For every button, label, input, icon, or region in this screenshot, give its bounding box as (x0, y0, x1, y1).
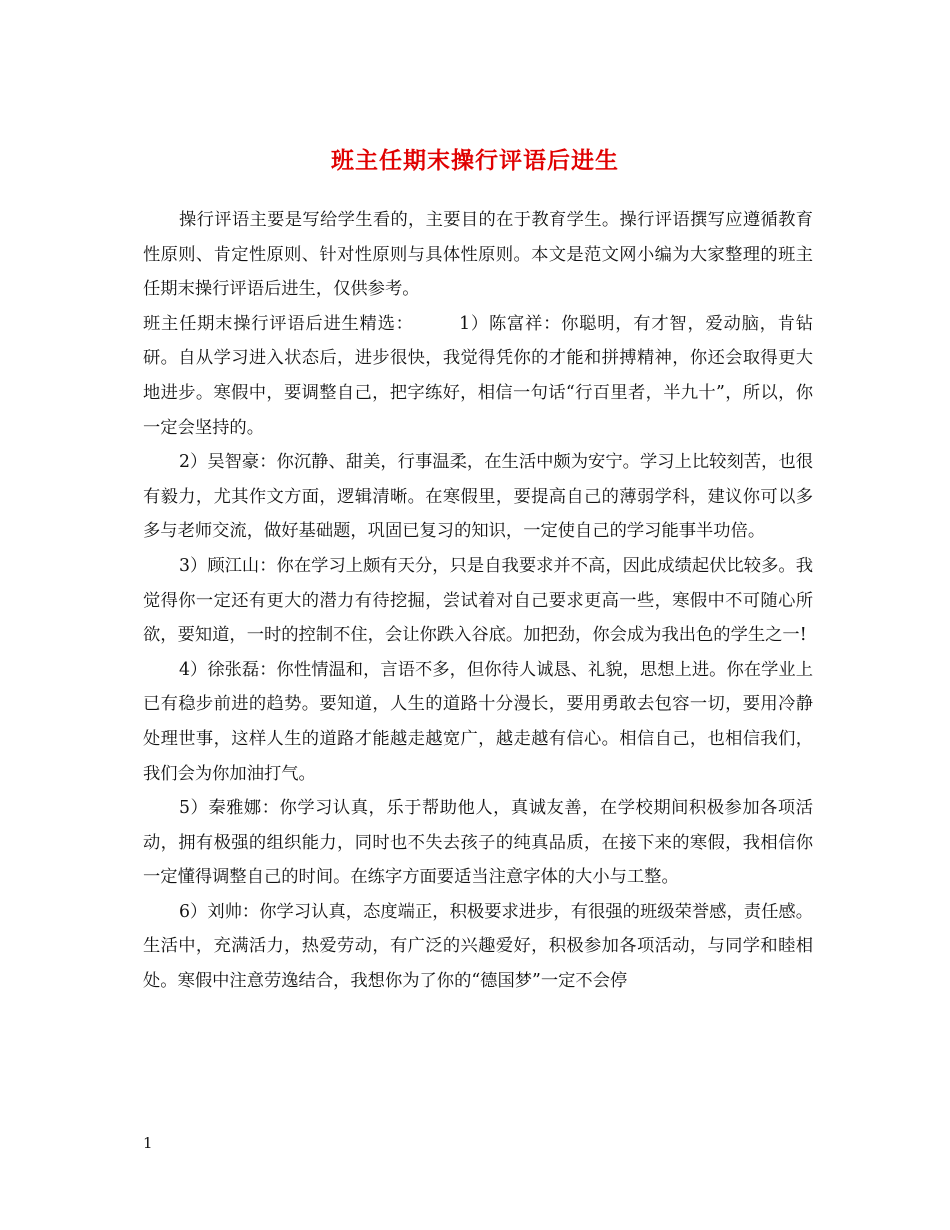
page-number: 1 (143, 1134, 153, 1152)
comment-paragraph-1: 班主任期末操行评语后进生精选： 1）陈富祥：你聪明，有才智，爱动脑，肯钻研。自从学习进入状态后，进步很快，我觉得凭你的才能和拼搏精神，你还会取得更大地进步。寒假中，要调整自己，把字练好，相信一句话“行百里者，半九十”，所以，你一定会坚持的。 (143, 313, 813, 438)
comment-paragraph-3: 3）顾江山：你在学习上颇有天分，只是自我要求并不高，因此成绩起伏比较多。我觉得你一定还有更大的潜力有待挖掘，尝试着对自己要求更高一些，寒假中不可随心所欲，要知道，一时的控制不住，会让你跌入谷底。加把劲，你会成为我出色的学生之一! (143, 555, 813, 646)
comment-paragraph-2: 2）吴智豪：你沉静、甜美，行事温柔，在生活中颇为安宁。学习上比较刻苦，也很有毅力，尤其作文方面，逻辑清晰。在寒假里，要提高自己的薄弱学科，建议你可以多多与老师交流，做好基础题，巩固已复习的知识，一定使自己的学习能事半功倍。 (143, 452, 813, 542)
document-body (143, 203, 813, 999)
comment-paragraph-6: 6）刘帅：你学习认真，态度端正，积极要求进步，有很强的班级荣誉感，责任感。生活中，充满活力，热爱劳动，有广泛的兴趣爱好，积极参加各项活动，与同学和睦相处。寒假中注意劳逸结合，我想你为了你的“德国梦”一定不会停 (143, 901, 813, 992)
comment-paragraph-4: 4）徐张磊：你性情温和，言语不多，但你待人诚恳、礼貌，思想上进。你在学业上已有稳步前进的趋势。要知道，人生的道路十分漫长，要用勇敢去包容一切，要用冷静处理世事，这样人生的道路才能越走越宽广，越走越有信心。相信自己，也相信我们，我们会为你加油打气。 (143, 659, 813, 784)
intro-paragraph: 操行评语主要是写给学生看的，主要目的在于教育学生。操行评语撰写应遵循教育性原则、肯定性原则、针对性原则与具体性原则。本文是范文网小编为大家整理的班主任期末操行评语后进生，仅供参考。 (143, 210, 813, 300)
document-title: 班主任期末操行评语后进生 (331, 147, 619, 175)
comment-paragraph-5: 5）秦雅娜：你学习认真，乐于帮助他人，真诚友善，在学校期间积极参加各项活动，拥有极强的组织能力，同时也不失去孩子的纯真品质，在接下来的寒假，我相信你一定懂得调整自己的时间。在练字方面要适当注意字体的大小与工整。 (143, 798, 813, 888)
